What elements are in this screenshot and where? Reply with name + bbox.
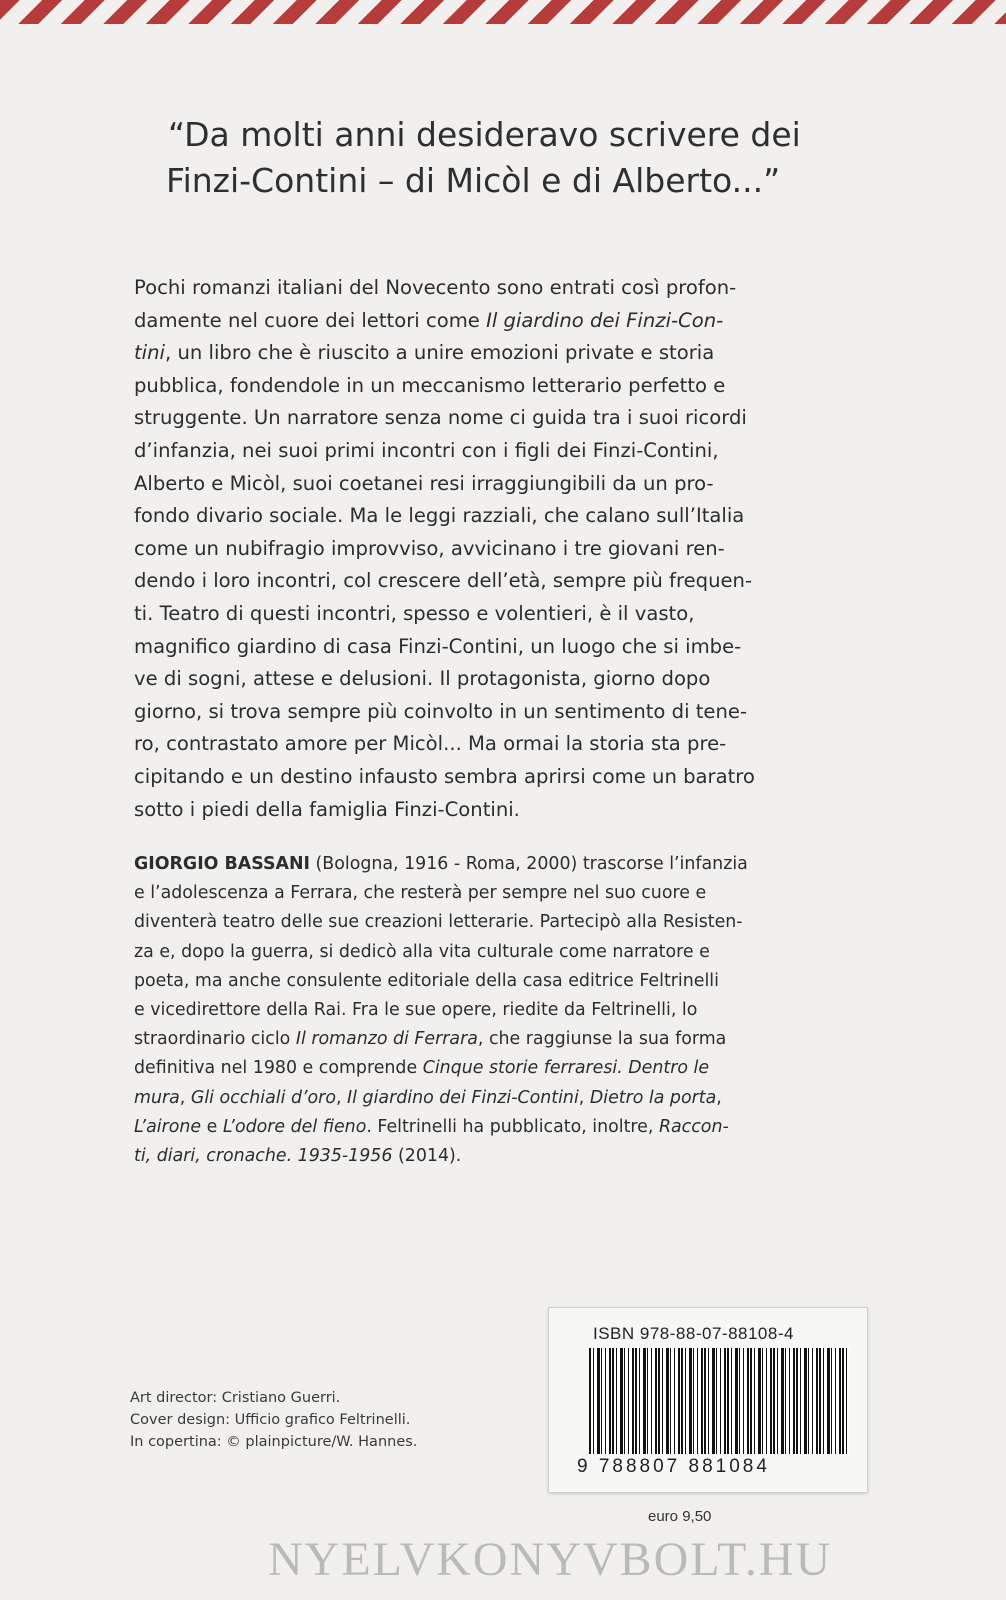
synopsis-line: tini, un libro che è riuscito a unire emozioni private e storia bbox=[134, 341, 715, 365]
bio-line: e l’adolescenza a Ferrara, che resterà per sempre nel suo cuore e bbox=[134, 883, 707, 904]
work-title: Gli occhiali d’oro bbox=[190, 1087, 336, 1108]
cover-design-credit: Cover design: Ufficio grafico Feltrinelli. bbox=[130, 1412, 411, 1428]
bio-line: diventerà teatro delle sue creazioni letterarie. Partecipò alla Resisten- bbox=[134, 912, 743, 933]
work-title: L’odore del fieno bbox=[222, 1116, 367, 1137]
bio-line: straordinario ciclo Il romanzo di Ferrara, che raggiunse la sua forma bbox=[134, 1029, 727, 1050]
work-title: L’airone bbox=[134, 1116, 202, 1137]
work-title: Il giardino dei Finzi-Contini bbox=[347, 1087, 579, 1108]
barcode-digits: 9 788807 881084 bbox=[577, 1456, 770, 1477]
quote-line: “Da molti anni desideravo scrivere dei bbox=[168, 115, 801, 154]
synopsis-line: damente nel cuore dei lettori come Il giardino dei Finzi-Con- bbox=[134, 308, 724, 332]
synopsis-line: ve di sogni, attese e delusioni. Il protagonista, giorno dopo bbox=[134, 667, 711, 691]
synopsis-line: d’infanzia, nei suoi primi incontri con i figli dei Finzi-Contini, bbox=[134, 438, 719, 462]
author-name: GIORGIO BASSANI bbox=[134, 854, 310, 874]
synopsis-line: sotto i piedi della famiglia Finzi-Contini. bbox=[134, 797, 520, 821]
synopsis-line: Alberto e Micòl, suoi coetanei resi irraggiungibili da un pro- bbox=[134, 471, 714, 495]
work-title: ti, diari, cronache. 1935-1956 bbox=[134, 1146, 393, 1167]
synopsis-line: ro, contrastato amore per Micòl... Ma ormai la storia sta pre- bbox=[134, 732, 727, 756]
bio-line: poeta, ma anche consulente editoriale della casa editrice Feltrinelli bbox=[134, 970, 719, 991]
work-title: Dietro la porta bbox=[589, 1087, 717, 1108]
quote-line: Finzi-Contini – di Micòl e di Alberto...” bbox=[166, 161, 781, 200]
watermark: NYELVKONYVBOLT.HU bbox=[268, 1533, 833, 1586]
credits-block bbox=[130, 1387, 550, 1453]
synopsis-paragraph bbox=[134, 272, 894, 826]
work-title: Cinque storie ferraresi. Dentro le bbox=[422, 1058, 710, 1079]
barcode-sticker bbox=[548, 1307, 868, 1493]
bio-line: ti, diari, cronache. 1935-1956 (2014). bbox=[134, 1146, 462, 1167]
work-title: Raccon- bbox=[658, 1116, 729, 1137]
synopsis-line: struggente. Un narratore senza nome ci guida tra i suoi ricordi bbox=[134, 406, 747, 430]
synopsis-line: giorno, si trova sempre più coinvolto in un sentimento di tene- bbox=[134, 699, 748, 723]
back-cover-quote bbox=[150, 112, 910, 204]
art-director-credit: Art director: Cristiano Guerri. bbox=[130, 1390, 341, 1406]
work-title: mura bbox=[134, 1087, 180, 1108]
synopsis-line: fondo divario sociale. Ma le leggi razziali, che calano sull’Italia bbox=[134, 504, 745, 528]
cover-image-credit: In copertina: © plainpicture/W. Hannes. bbox=[130, 1434, 418, 1450]
synopsis-line: cipitando e un destino infausto sembra aprirsi come un baratro bbox=[134, 764, 755, 788]
top-stripe-band bbox=[0, 0, 1006, 24]
bio-line: mura, Gli occhiali d’oro, Il giardino dei Finzi-Contini, Dietro la porta, bbox=[134, 1087, 722, 1108]
bio-line: definitiva nel 1980 e comprende Cinque storie ferraresi. Dentro le bbox=[134, 1058, 710, 1079]
barcode-icon bbox=[589, 1348, 849, 1454]
price-label: euro 9,50 bbox=[648, 1508, 712, 1525]
bio-line: GIORGIO BASSANI (Bologna, 1916 - Roma, 2000) trascorse l’infanzia bbox=[134, 854, 748, 874]
synopsis-line: magnifico giardino di casa Finzi-Contini, un luogo che si imbe- bbox=[134, 634, 742, 658]
synopsis-line: ti. Teatro di questi incontri, spesso e volentieri, è il vasto, bbox=[134, 601, 695, 625]
book-title: Il giardino dei Finzi-Con- bbox=[486, 308, 724, 332]
synopsis-line: Pochi romanzi italiani del Novecento sono entrati così profon- bbox=[134, 276, 737, 299]
bio-line: za e, dopo la guerra, si dedicò alla vita culturale come narratore e bbox=[134, 941, 710, 962]
author-bio bbox=[134, 850, 894, 1171]
bio-line: L’airone e L’odore del fieno. Feltrinelli ha pubblicato, inoltre, Raccon- bbox=[134, 1116, 729, 1137]
bio-line: e vicedirettore della Rai. Fra le sue opere, riedite da Feltrinelli, lo bbox=[134, 1000, 698, 1021]
work-title: Il romanzo di Ferrara bbox=[295, 1029, 478, 1050]
synopsis-line: come un nubifragio improvviso, avvicinano i tre giovani ren- bbox=[134, 536, 725, 560]
isbn-label: ISBN 978-88-07-88108-4 bbox=[593, 1324, 794, 1343]
book-title: tini bbox=[134, 341, 165, 365]
synopsis-line: pubblica, fondendole in un meccanismo letterario perfetto e bbox=[134, 373, 726, 397]
synopsis-line: dendo i loro incontri, col crescere dell’età, sempre più frequen- bbox=[134, 569, 753, 593]
